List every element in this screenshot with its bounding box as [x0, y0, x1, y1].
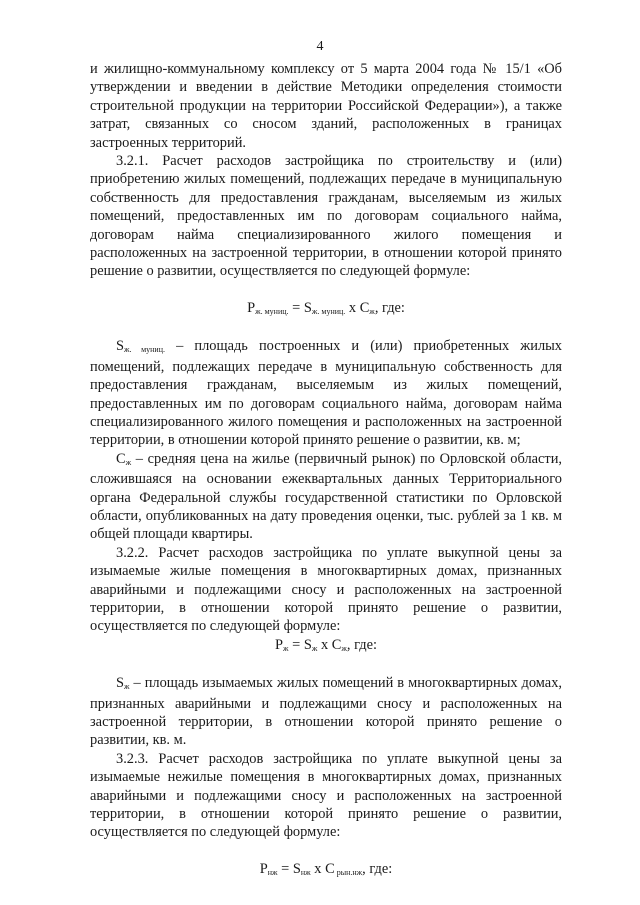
- definition-s-zh-munic: $S_{ж. муниц.}$ – площадь построенных и (или) приобретенных жилых помещений, подлежащих передаче в муниципальную собственность для предоставления гражданам, выселяемым из жилых помещений, предоставленных им по договорам социального найма, договорам найма специализированного жилого помещения и расположенных на застроенной территории, в отношении которой принято решение о развитии, кв. м;: [90, 338, 562, 449]
- definition-s-zh: $S_ж$ – площадь изымаемых жилых помещений в многоквартирных домах, признанных аварийными и подлежащими сносу и расположенных на застроенной территории, в отношении которой принято решение о развитии, кв. м.: [90, 675, 562, 749]
- section-3-2-3-paragraph: 3.2.3. Расчет расходов застройщика по уплате выкупной цены за изымаемые нежилые помещения в многоквартирных домах, признанных аварийными и подлежащими сносу и расположенных на застроенной территории, в отношении которой принято решение о развитии, осуществляется по следующей формуле:: [90, 750, 562, 841]
- formula-3-2-1: $Р_{ж. муниц.} = S_{ж. муниц.}$ х $С_ж$, где:: [247, 299, 405, 316]
- formula-3-2-2: $Р_ж = S_ж$ х $С_ж$, где:: [274, 636, 378, 653]
- definition-c-zh: $С_ж$ – средняя цена на жилье (первичный рынок) по Орловской области, сложившаяся на основании ежеквартальных данных Территориального органа Федеральной службы государственной статистики по Орловской области, опубликованных на дату проведения оценки, тыс. рублей за 1 кв. м общей площади квартиры.: [90, 450, 562, 543]
- section-3-2-1-paragraph: 3.2.1. Расчет расходов застройщика по строительству и (или) приобретению жилых помещений, подлежащих передаче в муниципальную собственность для предоставления гражданам, выселяемым из жилых помещений, предоставленных им по договорам социального найма, договорам найма специализированного жилого помещения и расположенных на застроенной территории, в отношении которой принято решение о развитии, осуществляется по следующей формуле:: [90, 153, 562, 280]
- document-body: [90, 60, 562, 880]
- intro-paragraph: и жилищно-коммунальному комплексу от 5 марта 2004 года № 15/1 «Об утверждении и введении в действие Методики определения стоимости строительной продукции на территории Российской Федерации»), а также затрат, связанных со сносом зданий, расположенных в границах застроенных территорий.: [90, 61, 562, 151]
- formula-3-2-3: $Р_{нж} = S_{нж}$ х С $_{рын.нж}$, где:: [259, 860, 393, 877]
- section-3-2-2-paragraph: 3.2.2. Расчет расходов застройщика по уплате выкупной цены за изымаемые жилые помещения в многоквартирных домах, признанных аварийными и подлежащими сносу и расположенных на застроенной территории, в отношении которой принято решение о развитии, осуществляется по следующей формуле:: [90, 544, 562, 635]
- page-number: 4: [316, 39, 324, 54]
